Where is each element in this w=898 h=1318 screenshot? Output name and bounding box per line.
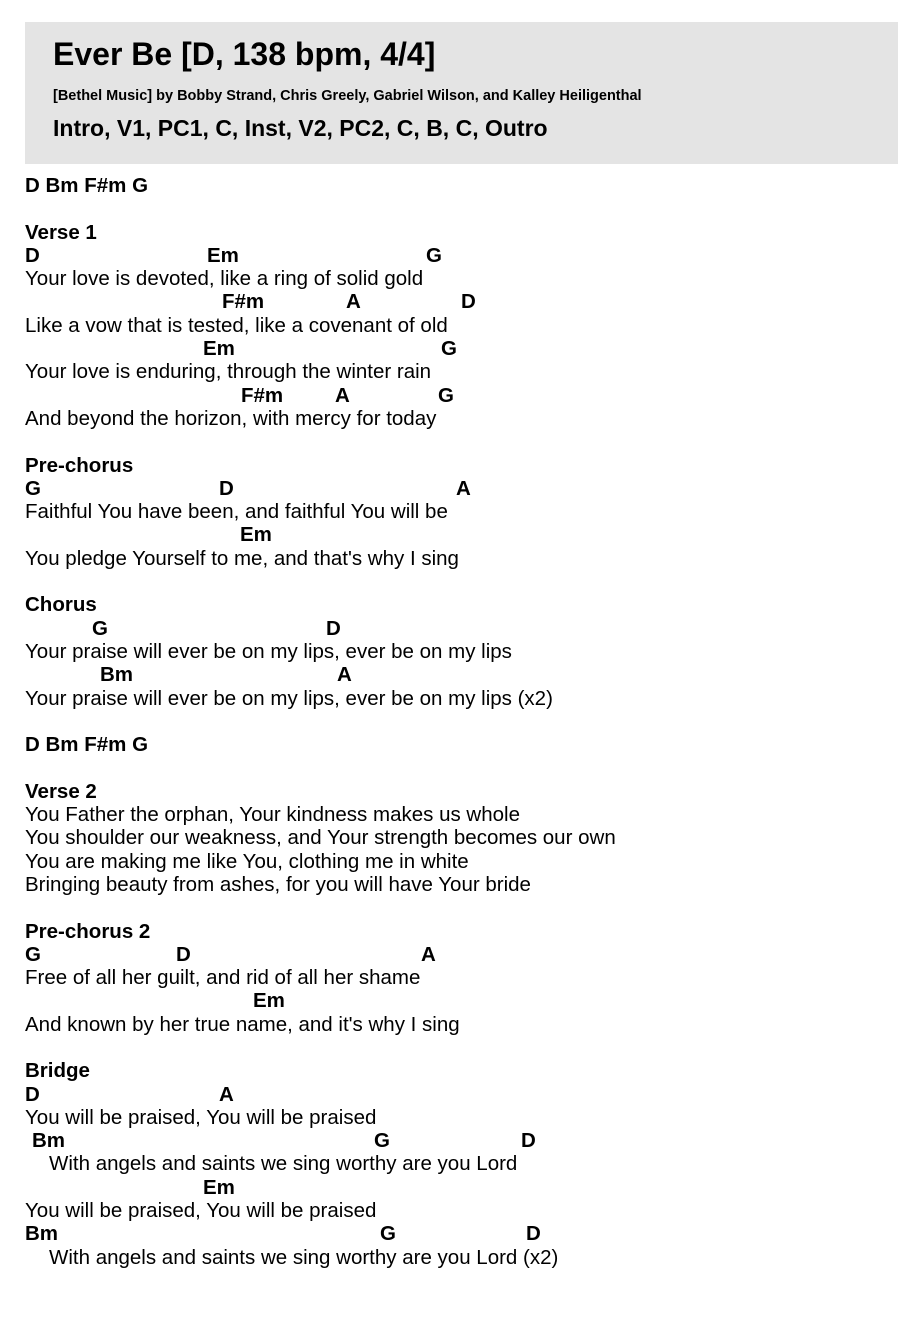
chord: D (461, 290, 476, 314)
chord: D (521, 1129, 536, 1153)
chord: A (456, 476, 471, 500)
chord: A (219, 1082, 234, 1106)
song-structure: Intro, V1, PC1, C, Inst, V2, PC2, C, B, C, Outro (53, 115, 548, 141)
lyric-line: And known by her true name, and it's why I sing (25, 1012, 460, 1036)
chord: Bm (100, 663, 134, 687)
chord: Em (203, 337, 235, 361)
lyric-line: Free of all her guilt, and rid of all her shame (25, 966, 421, 990)
chord-line (25, 337, 885, 360)
chord-line (25, 1176, 885, 1199)
chord: A (346, 290, 361, 314)
chord: Em (207, 243, 239, 267)
lyric-line: You pledge Yourself to me, and that's why I sing (25, 546, 459, 570)
song-credits: [Bethel Music] by Bobby Strand, Chris Greely, Gabriel Wilson, and Kalley Heiligenthal (53, 88, 642, 104)
chord-line (25, 663, 885, 686)
chord: G (25, 476, 41, 500)
chord: G (25, 942, 41, 966)
section-label-chorus: Chorus (25, 593, 97, 617)
lyric-line: Your love is enduring, through the winter rain (25, 360, 432, 384)
lyric-line: Like a vow that is tested, like a covenant of old (25, 313, 448, 337)
chord: A (421, 942, 436, 966)
song-title: Ever Be [D, 138 bpm, 4/4] (53, 36, 436, 72)
lyric-line: And beyond the horizon, with mercy for today (25, 406, 437, 430)
lyric-line: Faithful You have been, and faithful You will be (25, 500, 448, 524)
chord: A (337, 663, 352, 687)
lyric-line: You will be praised, You will be praised (25, 1105, 377, 1129)
chord: A (335, 383, 350, 407)
chord: G (441, 337, 457, 361)
section-label-verse-1: Verse 1 (25, 220, 97, 244)
section-label-pre-chorus: Pre-chorus (25, 453, 134, 477)
chord: G (438, 383, 454, 407)
chord: D (25, 243, 40, 267)
chord: D (219, 476, 234, 500)
chord-line (25, 244, 885, 267)
lyric-line: Your praise will ever be on my lips, ever be on my lips (25, 639, 512, 663)
song-header (25, 22, 898, 164)
section-label-verse-2: Verse 2 (25, 779, 97, 803)
lyric-line: You are making me like You, clothing me in white (25, 849, 469, 873)
lyric-line: Your love is devoted, like a ring of solid gold (25, 267, 424, 291)
chord: Bm (32, 1129, 66, 1153)
chord-line (25, 989, 885, 1012)
instrumental-progression: D Bm F#m G (25, 733, 149, 757)
section-label-pre-chorus-2: Pre-chorus 2 (25, 919, 151, 943)
chord-line (25, 290, 885, 313)
chord: G (426, 243, 442, 267)
chord-line (25, 1222, 885, 1245)
lyric-line: You shoulder our weakness, and Your strength becomes our own (25, 826, 616, 850)
chord-line (25, 384, 885, 407)
intro-progression: D Bm F#m G (25, 174, 149, 197)
chord-line (25, 1129, 885, 1152)
chord: G (92, 616, 108, 640)
lyric-line: Bringing beauty from ashes, for you will have Your bride (25, 872, 531, 896)
chord: D (25, 1082, 40, 1106)
chord-line (25, 617, 885, 640)
chord-line (25, 477, 885, 500)
lyric-line: With angels and saints we sing worthy are you Lord (49, 1152, 518, 1176)
lyric-line: You Father the orphan, Your kindness makes us whole (25, 803, 520, 827)
chord: G (380, 1222, 396, 1246)
chord: Em (253, 989, 285, 1013)
section-label-bridge: Bridge (25, 1059, 90, 1083)
chord: D (526, 1222, 541, 1246)
chord: D (176, 942, 191, 966)
lyric-line: You will be praised, You will be praised (25, 1199, 377, 1223)
lyric-line: Your praise will ever be on my lips, ever be on my lips (x2) (25, 686, 553, 710)
chord: Em (203, 1175, 235, 1199)
chord-line (25, 523, 885, 546)
chord: Bm (25, 1222, 59, 1246)
chord-line (25, 1083, 885, 1106)
chord: F#m (241, 383, 284, 407)
lyric-line: With angels and saints we sing worthy are you Lord (x2) (49, 1245, 559, 1269)
chord-sheet (25, 174, 885, 1269)
chord-line (25, 943, 885, 966)
chord: G (374, 1129, 390, 1153)
chord: F#m (222, 290, 265, 314)
chord: Em (240, 523, 272, 547)
chord: D (326, 616, 341, 640)
